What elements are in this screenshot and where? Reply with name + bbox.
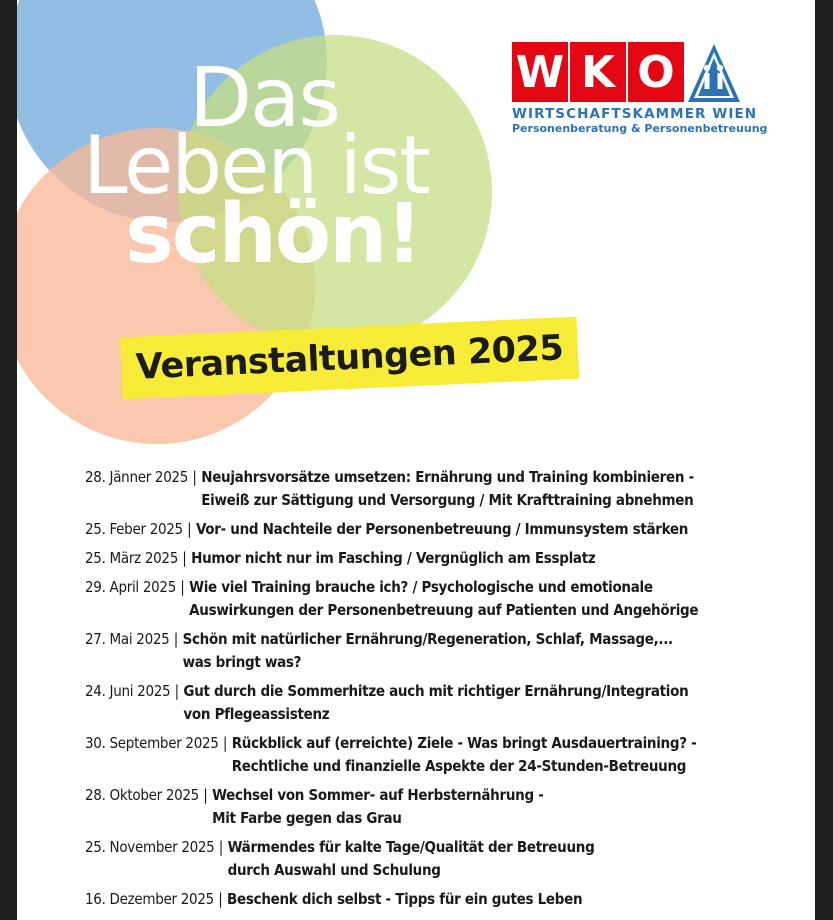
event-title bbox=[232, 732, 697, 778]
event-title-line: Eiweiß zur Sättigung und Versorgung / Mit Krafttraining abnehmen bbox=[201, 491, 694, 509]
event-separator: | bbox=[178, 549, 192, 567]
event-date: 24. Juni 2025 bbox=[85, 682, 171, 700]
event-item bbox=[85, 466, 805, 512]
logo-letter-w: W bbox=[512, 42, 568, 102]
event-title bbox=[196, 518, 688, 541]
event-title bbox=[183, 628, 673, 674]
event-title bbox=[191, 547, 595, 570]
event-date: 29. April 2025 bbox=[85, 578, 177, 596]
event-title-line: Auswirkungen der Personenbetreuung auf Patienten und Angehörige bbox=[189, 601, 699, 619]
people-emblem-icon bbox=[686, 42, 742, 102]
event-date: 28. Oktober 2025 bbox=[85, 786, 199, 804]
wko-logo bbox=[512, 42, 768, 142]
headline-line-3: schön! bbox=[125, 187, 421, 282]
event-title-line: durch Auswahl und Schulung bbox=[227, 861, 441, 879]
event-title-line: Schön mit natürlicher Ernährung/Regeneration, Schlaf, Massage,... bbox=[182, 630, 673, 648]
flyer-page bbox=[17, 0, 815, 920]
event-separator: | bbox=[170, 682, 184, 700]
event-separator: | bbox=[182, 520, 196, 538]
event-item bbox=[85, 628, 805, 674]
event-item bbox=[85, 784, 805, 830]
event-separator: | bbox=[188, 468, 202, 486]
event-title-line: Mit Farbe gegen das Grau bbox=[212, 809, 402, 827]
event-separator: | bbox=[198, 786, 213, 804]
event-title-line: Humor nicht nur im Fasching / Vergnüglich am Essplatz bbox=[191, 549, 596, 567]
event-title-line: Vor- und Nachteile der Personenbetreuung / Immunsystem stärken bbox=[195, 520, 689, 538]
event-separator: | bbox=[218, 734, 232, 752]
event-date: 25. November 2025 bbox=[85, 838, 215, 856]
event-item bbox=[85, 518, 805, 541]
event-item bbox=[85, 576, 805, 622]
event-date: 16. Dezember 2025 bbox=[85, 890, 214, 908]
event-separator: | bbox=[214, 838, 228, 856]
event-title bbox=[228, 836, 595, 882]
event-list bbox=[85, 466, 805, 917]
event-title bbox=[189, 576, 698, 622]
event-separator: | bbox=[176, 578, 190, 596]
event-item bbox=[85, 888, 805, 911]
event-separator: | bbox=[169, 630, 183, 648]
headline-line-2: Leben ist bbox=[83, 119, 429, 212]
logo-organization-name: WIRTSCHAFTSKAMMER WIEN bbox=[512, 106, 758, 122]
event-date: 25. Feber 2025 bbox=[85, 520, 183, 538]
event-title-line: was bringt was? bbox=[182, 653, 302, 671]
event-title-line: Rückblick auf (erreichte) Ziele - Was bringt Ausdauertraining? - bbox=[231, 734, 697, 752]
event-date: 27. Mai 2025 bbox=[85, 630, 170, 648]
event-item bbox=[85, 680, 805, 726]
logo-letter-k: K bbox=[570, 42, 626, 102]
logo-department-name: Personenberatung & Personenbetreuung bbox=[512, 122, 768, 135]
event-title-line: Gut durch die Sommerhitze auch mit richtiger Ernährung/Integration bbox=[183, 682, 689, 700]
event-title-line: Beschenk dich selbst - Tipps für ein gutes Leben bbox=[227, 890, 583, 908]
event-item bbox=[85, 836, 805, 882]
event-title bbox=[227, 888, 582, 911]
event-title bbox=[212, 784, 543, 830]
logo-letter-boxes bbox=[512, 42, 757, 102]
event-title bbox=[183, 680, 688, 726]
event-date: 25. März 2025 bbox=[85, 549, 178, 567]
event-date: 30. September 2025 bbox=[85, 734, 219, 752]
event-title bbox=[201, 466, 694, 512]
logo-letter-o: O bbox=[628, 42, 684, 102]
banner-title: Veranstaltungen 2025 bbox=[134, 328, 565, 388]
event-title-line: Wie viel Training brauche ich? / Psychologische und emotionale bbox=[189, 578, 653, 596]
event-item bbox=[85, 732, 805, 778]
event-title-line: Wärmendes für kalte Tage/Qualität der Betreuung bbox=[227, 838, 595, 856]
event-title-line: Neujahrsvorsätze umsetzen: Ernährung und Training kombinieren - bbox=[201, 468, 694, 486]
event-separator: | bbox=[213, 890, 228, 908]
event-date: 28. Jänner 2025 bbox=[85, 468, 189, 486]
event-title-line: Wechsel von Sommer- auf Herbsternährung - bbox=[212, 786, 544, 804]
event-title-line: Rechtliche und finanzielle Aspekte der 24-Stunden-Betreuung bbox=[231, 757, 687, 775]
headline-line-1: Das bbox=[189, 51, 340, 146]
event-item bbox=[85, 547, 805, 570]
event-title-line: von Pflegeassistenz bbox=[183, 705, 330, 723]
